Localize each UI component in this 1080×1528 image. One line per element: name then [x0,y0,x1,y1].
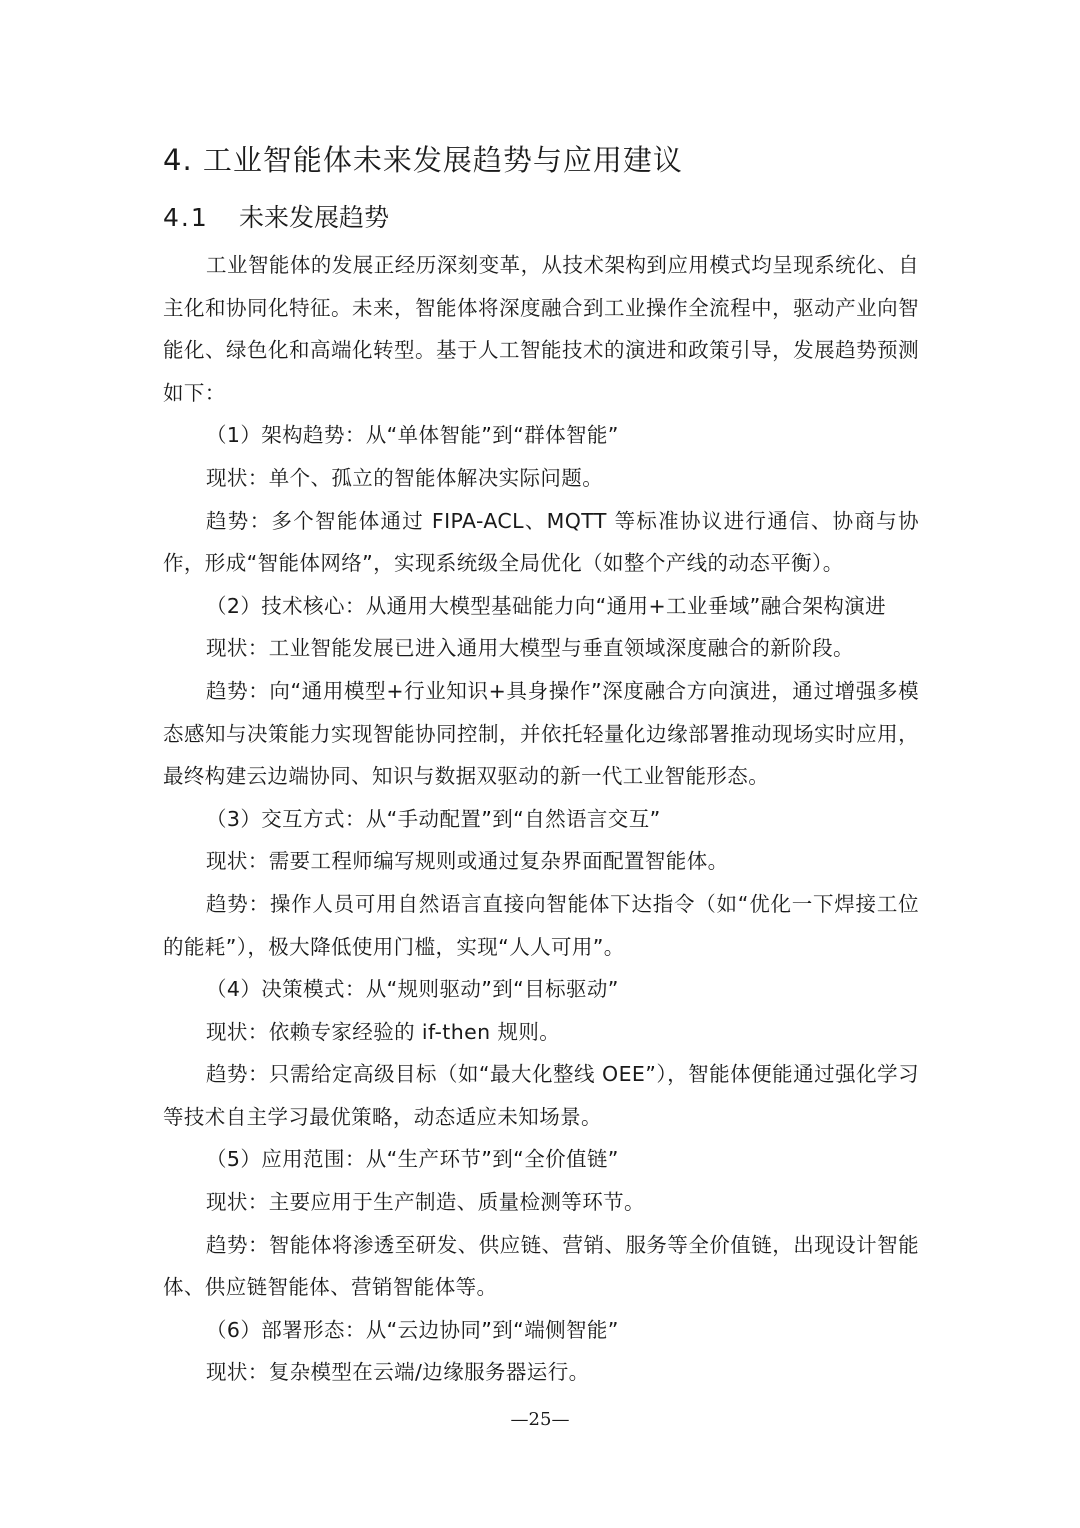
paragraph-status: 现状：需要工程师编写规则或通过复杂界面配置智能体。 [206,849,729,874]
subsection-number: 4.1 [163,203,209,232]
subsection-title: 未来发展趋势 [239,203,390,232]
paragraph-trend: 趋势：操作人员可用自然语言直接向智能体下达指令（如“优化一下焊接工位的能耗”），极大降低使用门槛，实现“人人可用”。 [163,891,919,959]
paragraph-status: 现状：工业智能发展已进入通用大模型与垂直领域深度融合的新阶段。 [206,636,854,661]
paragraph-intro: 工业智能体的发展正经历深刻变革，从技术架构到应用模式均呈现系统化、自主化和协同化特征。未来，智能体将深度融合到工业操作全流程中，驱动产业向智能化、绿色化和高端化转型。基于人工智能技术的演进和政策引导，发展趋势预测如下： [163,253,919,405]
paragraph-trend: 趋势：多个智能体通过 FIPA-ACL、MQTT 等标准协议进行通信、协商与协作，形成“智能体网络”，实现系统级全局优化（如整个产线的动态平衡）。 [163,508,919,576]
paragraph-trend: 趋势：只需给定高级目标（如“最大化整线 OEE”），智能体便能通过强化学习等技术自主学习最优策略，动态适应未知场景。 [163,1062,919,1129]
item-heading-architecture: （1）架构趋势：从“单体智能”到“群体智能” [206,423,619,448]
item-heading-decision: （4）决策模式：从“规则驱动”到“目标驱动” [206,977,619,1002]
body-text [163,244,919,1394]
item-heading-deployment: （6）部署形态：从“云边协同”到“端侧智能” [206,1317,619,1342]
paragraph-status: 现状：单个、孤立的智能体解决实际问题。 [206,465,604,490]
paragraph-status: 现状：依赖专家经验的 if-then 规则。 [206,1019,561,1044]
paragraph-trend: 趋势：智能体将渗透至研发、供应链、营销、服务等全价值链，出现设计智能体、供应链智能体、营销智能体等。 [163,1232,919,1300]
paragraph-status: 现状：复杂模型在云端/边缘服务器运行。 [206,1360,590,1385]
item-heading-scope: （5）应用范围：从“生产环节”到“全价值链” [206,1147,619,1172]
paragraph-trend: 趋势：向“通用模型+行业知识+具身操作”深度融合方向演进，通过增强多模态感知与决策能力实现智能协同控制，并依托轻量化边缘部署推动现场实时应用，最终构建云边端协同、知识与数据双驱动的新一代工业智能形态。 [163,678,919,789]
item-heading-interaction: （3）交互方式：从“手动配置”到“自然语言交互” [206,806,661,831]
paragraph-status: 现状：主要应用于生产制造、质量检测等环节。 [206,1190,645,1215]
item-heading-technology: （2）技术核心：从通用大模型基础能力向“通用+工业垂域”融合架构演进 [206,593,887,618]
subsection-heading [163,198,389,238]
section-title: 4. 工业智能体未来发展趋势与应用建议 [163,143,683,177]
page-number: —25— [510,1409,570,1430]
